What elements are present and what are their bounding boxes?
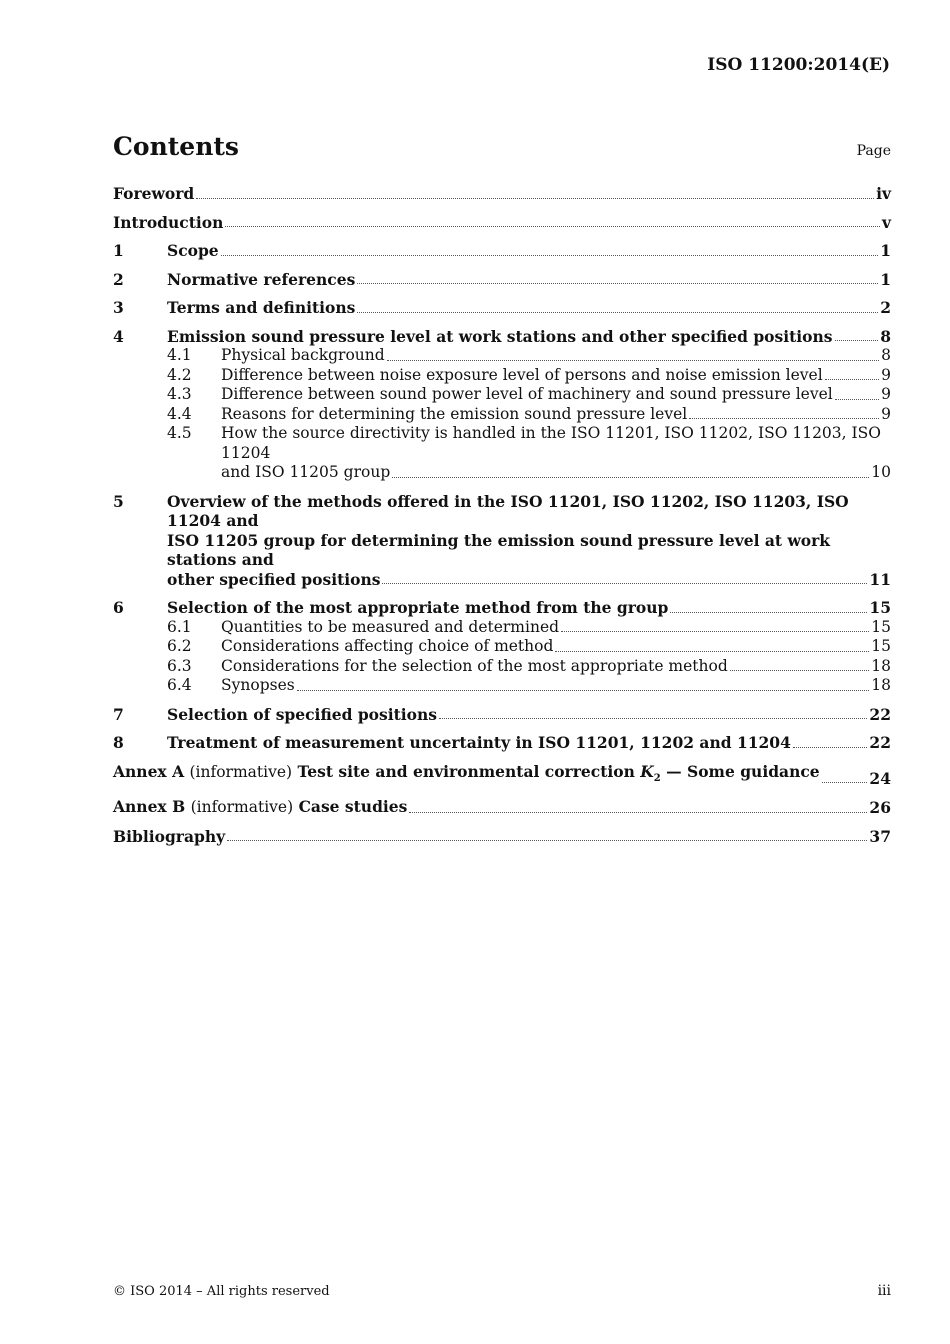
toc-entry-page: 15 — [869, 598, 891, 617]
toc-entry-8[interactable] — [113, 733, 891, 753]
toc-entry-number: 4.4 — [167, 404, 192, 423]
toc-entry-page: 15 — [871, 617, 891, 636]
leader-dots — [793, 746, 868, 748]
toc-entry-title — [113, 762, 820, 789]
toc-entry-page: 22 — [869, 704, 891, 724]
toc-entry-annex-b[interactable] — [113, 797, 891, 818]
toc-entry-title: Scope — [167, 241, 219, 260]
leader-dots — [689, 417, 879, 419]
toc-entry-annex-a[interactable] — [113, 762, 891, 789]
leader-dots — [439, 717, 867, 719]
toc-entry-4-1[interactable] — [113, 346, 891, 366]
page-column-label: Page — [856, 143, 891, 159]
toc-entry-title: Difference between sound power level of machinery and sound pressure level — [221, 385, 833, 403]
toc-entry-title: Quantities to be measured and determined — [221, 617, 560, 636]
toc-entry-title: Selection of the most appropriate method from the group — [167, 598, 669, 617]
toc-entry-number: 6 — [113, 598, 124, 617]
toc-entry-title: Terms and definitions — [167, 298, 356, 317]
toc-entry-title: Difference between noise exposure level of persons and noise emission level — [221, 365, 823, 384]
toc-entry-2[interactable] — [113, 270, 891, 290]
toc-entry-title-line: other specified positions — [167, 569, 381, 589]
toc-entry-4[interactable] — [113, 327, 891, 347]
leader-dots — [225, 225, 880, 227]
toc-entry-title: Considerations for the selection of the most appropriate method — [221, 656, 728, 675]
toc-entry-page: 37 — [869, 826, 891, 846]
leader-dots — [357, 311, 878, 313]
toc-entry-page: 26 — [869, 798, 891, 818]
toc-entry-number: 5 — [113, 491, 124, 511]
toc-entry-page: iv — [876, 184, 891, 203]
toc-entry-4-3[interactable] — [113, 385, 891, 405]
toc-entry-title-line: How the source directivity is handled in the ISO 11201, ISO 11202, ISO 11203, ISO 11204 — [221, 424, 881, 462]
leader-dots — [297, 689, 870, 691]
toc-entry-4-5[interactable] — [113, 424, 891, 483]
toc-entry-page: 18 — [871, 656, 891, 675]
annex-title-start: Test site and environmental correction — [297, 761, 635, 781]
annex-title-end: — Some guidance — [666, 761, 820, 781]
toc-entry-number: 7 — [113, 704, 124, 724]
toc-entry-page: 18 — [871, 676, 891, 694]
toc-entry-1[interactable] — [113, 241, 891, 261]
toc-entry-6[interactable] — [113, 598, 891, 618]
toc-entry-number: 6.1 — [167, 617, 192, 636]
leader-dots — [409, 811, 867, 813]
toc-entry-page: 11 — [869, 569, 891, 589]
toc-entry-title: Synopses — [221, 676, 295, 694]
toc-entry-title — [113, 797, 407, 818]
leader-dots — [730, 669, 870, 671]
contents-heading-row — [113, 132, 891, 161]
toc-entry-number: 1 — [113, 241, 124, 260]
leader-dots — [555, 650, 869, 652]
leader-dots — [227, 839, 867, 841]
toc-entry-page: v — [881, 212, 891, 232]
leader-dots — [387, 359, 879, 361]
toc-entry-7[interactable] — [113, 705, 891, 725]
page-number: iii — [877, 1283, 891, 1299]
document-id-header: ISO 11200:2014(E) — [707, 55, 890, 75]
table-of-contents — [113, 184, 891, 846]
toc-entry-title: Treatment of measurement uncertainty in ISO 11201, 11202 and 11204 — [167, 733, 791, 752]
leader-dots — [382, 582, 867, 584]
leader-dots — [561, 630, 869, 632]
toc-entry-4-2[interactable] — [113, 366, 891, 386]
toc-entry-page: 1 — [880, 269, 891, 289]
toc-entry-title: Foreword — [113, 184, 195, 203]
toc-entry-number: 2 — [113, 269, 124, 289]
leader-dots — [357, 282, 878, 284]
annex-label: Annex B — [113, 797, 186, 817]
toc-entry-page: 2 — [880, 298, 891, 317]
leader-dots — [822, 781, 868, 783]
toc-entry-title: Bibliography — [113, 826, 226, 846]
annex-qualifier: (informative) — [190, 798, 294, 817]
annex-title: Case studies — [298, 797, 408, 817]
toc-entry-title-line: and ISO 11205 group — [221, 463, 391, 481]
toc-entry-foreword[interactable] — [113, 184, 891, 204]
leader-dots — [825, 378, 879, 380]
toc-entry-page: 8 — [881, 346, 891, 364]
toc-entry-5[interactable] — [113, 492, 891, 590]
toc-entry-6-4[interactable] — [113, 676, 891, 696]
toc-entry-number: 4.3 — [167, 385, 192, 403]
contents-title: Contents — [113, 132, 240, 161]
toc-entry-3[interactable] — [113, 298, 891, 318]
toc-entry-6-3[interactable] — [113, 657, 891, 677]
k2-symbol: $K_2$ — [640, 761, 661, 784]
toc-entry-title: Reasons for determining the emission sound pressure level — [221, 404, 688, 423]
annex-label: Annex A — [113, 761, 185, 781]
toc-entry-introduction[interactable] — [113, 213, 891, 233]
toc-entry-number: 4.2 — [167, 365, 192, 384]
toc-entry-title: Emission sound pressure level at work stations and other specified positions — [167, 326, 833, 346]
toc-entry-page: 8 — [880, 326, 891, 346]
toc-entry-page: 15 — [871, 637, 891, 655]
toc-entry-title: Selection of specified positions — [167, 704, 437, 724]
toc-entry-bibliography[interactable] — [113, 827, 891, 847]
toc-entry-title-line: Overview of the methods offered in the ISO 11201, ISO 11202, ISO 11203, ISO 11204 and — [167, 491, 849, 530]
leader-dots — [670, 611, 867, 613]
toc-entry-title: Physical background — [221, 346, 385, 364]
toc-entry-number: 6.2 — [167, 637, 192, 655]
toc-entry-number: 4.5 — [167, 424, 192, 442]
toc-entry-page: 1 — [880, 241, 891, 260]
copyright-footer: © ISO 2014 – All rights reserved — [113, 1284, 330, 1299]
leader-dots — [221, 254, 879, 256]
toc-entry-page: 24 — [869, 768, 891, 788]
toc-entry-page: 9 — [881, 404, 891, 423]
leader-dots — [196, 197, 874, 199]
toc-entry-number: 6.4 — [167, 676, 192, 694]
leader-dots — [835, 339, 879, 341]
toc-entry-page: 10 — [871, 463, 891, 481]
toc-entry-title: Considerations affecting choice of method — [221, 637, 554, 655]
toc-entry-number: 8 — [113, 733, 124, 752]
toc-entry-number: 6.3 — [167, 656, 192, 675]
toc-entry-number: 3 — [113, 298, 124, 317]
toc-entry-page: 9 — [881, 365, 891, 384]
toc-entry-6-1[interactable] — [113, 618, 891, 638]
toc-entry-title-line: ISO 11205 group for determining the emission sound pressure level at work stations and — [167, 530, 831, 569]
toc-entry-page: 9 — [881, 385, 891, 403]
leader-dots — [835, 398, 879, 400]
annex-qualifier: (informative) — [189, 762, 293, 781]
toc-entry-title: Introduction — [113, 212, 224, 232]
toc-entry-4-4[interactable] — [113, 405, 891, 425]
toc-entry-6-2[interactable] — [113, 637, 891, 657]
toc-entry-title: Normative references — [167, 269, 356, 289]
toc-entry-page: 22 — [869, 733, 891, 752]
leader-dots — [392, 476, 869, 478]
toc-entry-number: 4.1 — [167, 346, 192, 364]
toc-entry-number: 4 — [113, 326, 124, 346]
